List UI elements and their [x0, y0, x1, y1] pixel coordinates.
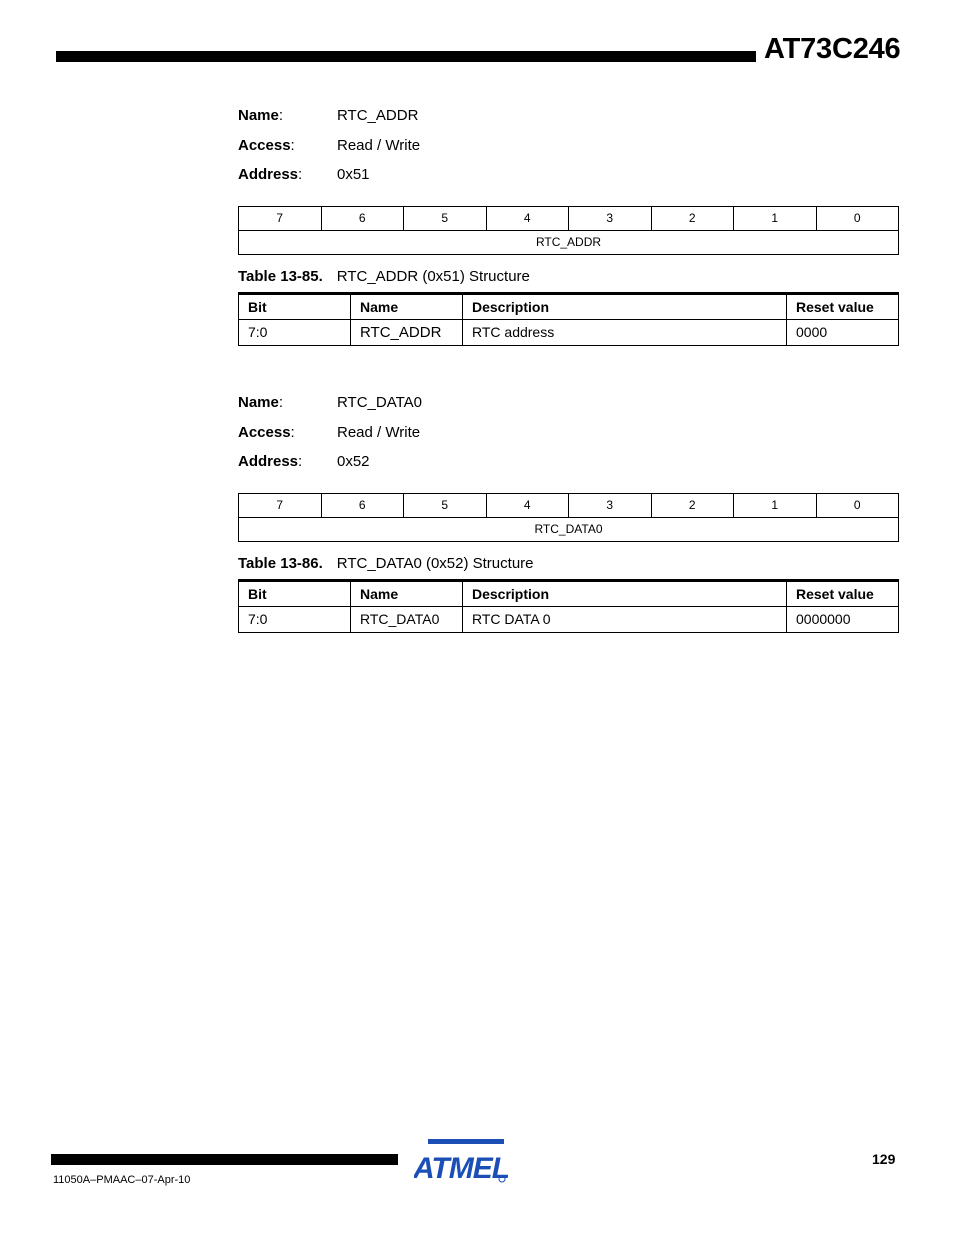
- bit-number: 6: [321, 493, 404, 517]
- bit-number: 0: [816, 206, 899, 230]
- page-number: 129: [872, 1151, 896, 1167]
- atmel-logo-graphic: [414, 1138, 508, 1184]
- bit-map-table: [238, 206, 899, 255]
- register-section-rtc-data0: [238, 394, 900, 633]
- table-caption: [238, 555, 900, 575]
- register-access-row: Access: Read / Write: [238, 423, 421, 441]
- structure-table: [238, 579, 899, 633]
- column-header: Bit: [239, 580, 351, 606]
- bit-number: 0: [816, 493, 899, 517]
- bitfield-name: RTC_DATA0: [239, 517, 899, 541]
- column-header: Reset value: [787, 293, 899, 319]
- cell-reset-value: 0000: [787, 319, 899, 345]
- bit-number: 3: [569, 493, 652, 517]
- document-reference: 11050A–PMAAC–07-Apr-10: [53, 1174, 191, 1186]
- address-value: 0x51: [337, 166, 370, 183]
- name-value: RTC_DATA0: [337, 394, 423, 411]
- table-header-row: [239, 580, 899, 606]
- bitfield-row: [239, 230, 899, 254]
- bitfield-row: [239, 517, 899, 541]
- register-section-rtc-addr: [238, 107, 900, 346]
- column-header: Description: [463, 293, 787, 319]
- bit-number: 6: [321, 206, 404, 230]
- header-rule: [56, 51, 756, 62]
- register-name-row: Name: RTC_ADDR: [238, 107, 419, 124]
- access-value: Read / Write: [337, 423, 421, 441]
- bit-number: 2: [651, 493, 734, 517]
- bitfield-name: RTC_ADDR: [239, 230, 899, 254]
- cell-bit: 7:0: [239, 319, 351, 345]
- cell-description: RTC DATA 0: [463, 606, 787, 632]
- access-value: Read / Write: [337, 136, 421, 154]
- table-title: RTC_ADDR (0x51) Structure: [336, 267, 530, 285]
- bit-number-row: [239, 493, 899, 517]
- column-header: Reset value: [787, 580, 899, 606]
- cell-description: RTC address: [463, 319, 787, 345]
- atmel-logo: [414, 1138, 508, 1189]
- bit-number-row: [239, 206, 899, 230]
- bit-number: 4: [486, 206, 569, 230]
- cell-name: RTC_ADDR: [351, 319, 463, 345]
- access-label: Access: [238, 423, 291, 441]
- logo-text: ATMEL: [414, 1152, 508, 1184]
- access-label: Access: [238, 136, 291, 154]
- bit-number: 7: [239, 206, 322, 230]
- cell-reset-value: 0000000: [787, 606, 899, 632]
- name-value: RTC_ADDR: [337, 107, 419, 124]
- table-title: RTC_DATA0 (0x52) Structure: [336, 554, 534, 572]
- table-row: [239, 319, 899, 345]
- address-label: Address: [238, 166, 299, 183]
- bit-number: 4: [486, 493, 569, 517]
- column-header: Description: [463, 580, 787, 606]
- bit-number: 1: [734, 206, 817, 230]
- table-row: [239, 606, 899, 632]
- register-address-row: Address: 0x51: [238, 166, 370, 183]
- register-address-row: Address: 0x52: [238, 453, 370, 470]
- bit-number: 5: [404, 493, 487, 517]
- table-number: Table 13-85.: [238, 267, 323, 285]
- address-label: Address: [238, 453, 299, 470]
- bit-number: 1: [734, 493, 817, 517]
- address-value: 0x52: [337, 453, 370, 470]
- column-header: Bit: [239, 293, 351, 319]
- cell-name: RTC_DATA0: [351, 606, 463, 632]
- table-caption: [238, 268, 900, 288]
- column-header: Name: [351, 293, 463, 319]
- name-label: Name: [238, 394, 279, 411]
- bit-number: 7: [239, 493, 322, 517]
- register-access-row: Access: Read / Write: [238, 136, 421, 154]
- document-title: AT73C246: [764, 33, 901, 65]
- footer-rule: [51, 1154, 398, 1165]
- cell-bit: 7:0: [239, 606, 351, 632]
- bit-number: 2: [651, 206, 734, 230]
- register-name-row: Name: RTC_DATA0: [238, 394, 423, 411]
- bit-map-table: [238, 493, 899, 542]
- structure-table: [238, 292, 899, 346]
- bit-number: 3: [569, 206, 652, 230]
- bit-number: 5: [404, 206, 487, 230]
- table-header-row: [239, 293, 899, 319]
- table-number: Table 13-86.: [238, 554, 323, 572]
- name-label: Name: [238, 107, 279, 124]
- column-header: Name: [351, 580, 463, 606]
